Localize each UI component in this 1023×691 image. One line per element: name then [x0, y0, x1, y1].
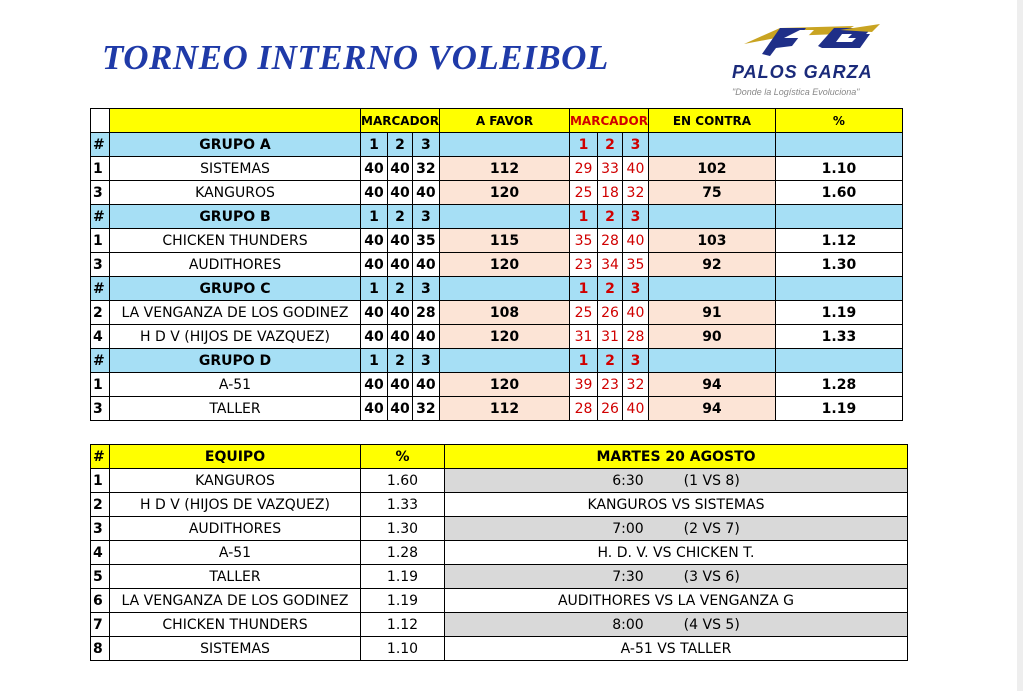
standing-team: AUDITHORES — [110, 517, 361, 541]
opp-set-score: 35 — [569, 229, 597, 253]
schedule-cell: AUDITHORES VS LA VENGANZA G — [445, 589, 908, 613]
standing-percent: 1.60 — [361, 469, 445, 493]
opp-set-number: 3 — [622, 205, 648, 229]
opp-set-number: 1 — [569, 205, 597, 229]
marcador-opp-header: MARCADOR — [569, 109, 648, 133]
set-score: 40 — [388, 373, 413, 397]
points-against: 92 — [648, 253, 775, 277]
set-score: 40 — [361, 253, 388, 277]
points-for: 108 — [439, 301, 569, 325]
set-number: 3 — [412, 133, 439, 157]
points-for: 112 — [439, 397, 569, 421]
points-against: 75 — [648, 181, 775, 205]
set-score: 40 — [388, 397, 413, 421]
standings-hash-header: # — [91, 445, 110, 469]
group-name: GRUPO D — [110, 349, 361, 373]
group-spacer — [648, 349, 775, 373]
standings-header-row — [91, 445, 908, 469]
standing-position: 7 — [91, 613, 110, 637]
set-score: 40 — [412, 181, 439, 205]
logo-name: PALOS GARZA — [732, 62, 873, 82]
opp-set-number: 3 — [622, 277, 648, 301]
set-score: 40 — [388, 301, 413, 325]
group-spacer — [439, 277, 569, 301]
group-spacer — [775, 205, 902, 229]
opp-set-score: 25 — [569, 181, 597, 205]
standing-percent: 1.19 — [361, 565, 445, 589]
opp-set-score: 32 — [622, 373, 648, 397]
standing-percent: 1.28 — [361, 541, 445, 565]
match-seeds: (3 VS 6) — [683, 568, 740, 585]
opp-set-score: 33 — [598, 157, 623, 181]
group-header-row — [91, 277, 903, 301]
standing-position: 2 — [91, 493, 110, 517]
opp-set-number: 2 — [598, 277, 623, 301]
opp-set-score: 23 — [598, 373, 623, 397]
equipo-header: EQUIPO — [110, 445, 361, 469]
standing-team: SISTEMAS — [110, 637, 361, 661]
match-seeds: (1 VS 8) — [683, 472, 740, 489]
standing-team: TALLER — [110, 565, 361, 589]
ratio-percent: 1.19 — [775, 301, 902, 325]
standing-position: 3 — [91, 517, 110, 541]
set-score: 35 — [412, 229, 439, 253]
standings-row — [91, 613, 908, 637]
points-for: 120 — [439, 253, 569, 277]
ratio-percent: 1.28 — [775, 373, 902, 397]
group-spacer — [648, 205, 775, 229]
window-edge — [1017, 0, 1023, 691]
points-for: 115 — [439, 229, 569, 253]
team-result-row — [91, 229, 903, 253]
opp-set-score: 31 — [598, 325, 623, 349]
opp-set-score: 40 — [622, 301, 648, 325]
group-spacer — [775, 277, 902, 301]
opp-set-score: 40 — [622, 229, 648, 253]
schedule-cell — [445, 517, 908, 541]
set-number: 1 — [361, 205, 388, 229]
group-name: GRUPO A — [110, 133, 361, 157]
ratio-percent: 1.10 — [775, 157, 902, 181]
standing-team: A-51 — [110, 541, 361, 565]
page-title: TORNEO INTERNO VOLEIBOL — [102, 38, 609, 77]
group-hash: # — [91, 133, 110, 157]
set-number: 2 — [388, 277, 413, 301]
opp-set-score: 40 — [622, 397, 648, 421]
set-number: 2 — [388, 133, 413, 157]
match-seeds: (2 VS 7) — [683, 520, 740, 537]
set-score: 40 — [412, 325, 439, 349]
opp-set-score: 35 — [622, 253, 648, 277]
standing-percent: 1.19 — [361, 589, 445, 613]
opp-set-score: 28 — [569, 397, 597, 421]
team-name: KANGUROS — [110, 181, 361, 205]
opp-set-number: 1 — [569, 133, 597, 157]
a-favor-header: A FAVOR — [439, 109, 569, 133]
standing-percent: 1.33 — [361, 493, 445, 517]
team-name: LA VENGANZA DE LOS GODINEZ — [110, 301, 361, 325]
group-hash: # — [91, 349, 110, 373]
group-name: GRUPO B — [110, 205, 361, 229]
set-number: 1 — [361, 277, 388, 301]
opp-set-score: 26 — [598, 301, 623, 325]
team-result-row — [91, 325, 903, 349]
standing-percent: 1.10 — [361, 637, 445, 661]
group-hash: # — [91, 205, 110, 229]
set-score: 40 — [388, 253, 413, 277]
standings-row — [91, 589, 908, 613]
standings-row — [91, 493, 908, 517]
opp-set-score: 40 — [622, 157, 648, 181]
opp-set-number: 1 — [569, 277, 597, 301]
standings-row — [91, 565, 908, 589]
standing-position: 5 — [91, 565, 110, 589]
match-time: 8:00 — [612, 616, 644, 633]
opp-set-score: 23 — [569, 253, 597, 277]
opp-set-score: 18 — [598, 181, 623, 205]
group-header-row — [91, 349, 903, 373]
group-header-row — [91, 205, 903, 229]
team-name: TALLER — [110, 397, 361, 421]
points-for: 120 — [439, 181, 569, 205]
team-name: H D V (HIJOS DE VAZQUEZ) — [110, 325, 361, 349]
opp-set-score: 32 — [622, 181, 648, 205]
set-score: 40 — [361, 325, 388, 349]
group-spacer — [775, 133, 902, 157]
team-position: 3 — [91, 253, 110, 277]
pg-logo-icon — [722, 18, 902, 64]
set-number: 1 — [361, 349, 388, 373]
opp-set-score: 39 — [569, 373, 597, 397]
standing-team: KANGUROS — [110, 469, 361, 493]
set-score: 40 — [388, 181, 413, 205]
opp-set-score: 25 — [569, 301, 597, 325]
set-number: 2 — [388, 205, 413, 229]
marcador-header: MARCADOR — [361, 109, 440, 133]
standings-table — [90, 444, 908, 661]
set-number: 3 — [412, 349, 439, 373]
schedule-cell — [445, 613, 908, 637]
set-score: 40 — [361, 157, 388, 181]
opp-set-number: 3 — [622, 133, 648, 157]
en-contra-header: EN CONTRA — [648, 109, 775, 133]
group-hash: # — [91, 277, 110, 301]
standing-team: LA VENGANZA DE LOS GODINEZ — [110, 589, 361, 613]
set-score: 40 — [361, 181, 388, 205]
standing-percent: 1.30 — [361, 517, 445, 541]
set-number: 3 — [412, 205, 439, 229]
opp-set-number: 3 — [622, 349, 648, 373]
group-header-row — [91, 133, 903, 157]
group-spacer — [439, 133, 569, 157]
team-name: SISTEMAS — [110, 157, 361, 181]
points-for: 112 — [439, 157, 569, 181]
set-number: 2 — [388, 349, 413, 373]
set-score: 40 — [412, 373, 439, 397]
match-seeds: (4 VS 5) — [683, 616, 740, 633]
set-score: 40 — [361, 301, 388, 325]
set-number: 1 — [361, 133, 388, 157]
team-name: AUDITHORES — [110, 253, 361, 277]
team-result-row — [91, 397, 903, 421]
points-for: 120 — [439, 325, 569, 349]
opp-set-score: 29 — [569, 157, 597, 181]
group-spacer — [648, 277, 775, 301]
schedule-header: MARTES 20 AGOSTO — [445, 445, 908, 469]
team-position: 3 — [91, 397, 110, 421]
opp-set-number: 1 — [569, 349, 597, 373]
set-score: 40 — [361, 229, 388, 253]
set-score: 40 — [412, 253, 439, 277]
standings-row — [91, 541, 908, 565]
standing-team: H D V (HIJOS DE VAZQUEZ) — [110, 493, 361, 517]
schedule-cell: A-51 VS TALLER — [445, 637, 908, 661]
ratio-percent: 1.30 — [775, 253, 902, 277]
schedule-cell — [445, 565, 908, 589]
points-against: 90 — [648, 325, 775, 349]
schedule-cell — [445, 469, 908, 493]
set-score: 28 — [412, 301, 439, 325]
set-score: 40 — [361, 397, 388, 421]
opp-set-score: 31 — [569, 325, 597, 349]
team-position: 1 — [91, 229, 110, 253]
points-against: 94 — [648, 373, 775, 397]
points-against: 103 — [648, 229, 775, 253]
standings-row — [91, 517, 908, 541]
team-result-row — [91, 301, 903, 325]
team-name: CHICKEN THUNDERS — [110, 229, 361, 253]
ratio-percent: 1.33 — [775, 325, 902, 349]
team-result-row — [91, 181, 903, 205]
match-time: 7:30 — [612, 568, 644, 585]
match-time: 6:30 — [612, 472, 644, 489]
standing-position: 1 — [91, 469, 110, 493]
set-score: 40 — [388, 325, 413, 349]
standing-position: 6 — [91, 589, 110, 613]
points-against: 102 — [648, 157, 775, 181]
results-header-row — [91, 109, 903, 133]
set-score: 40 — [361, 373, 388, 397]
ratio-percent: 1.60 — [775, 181, 902, 205]
ratio-percent: 1.19 — [775, 397, 902, 421]
group-spacer — [439, 349, 569, 373]
standing-position: 8 — [91, 637, 110, 661]
set-score: 40 — [388, 157, 413, 181]
team-result-row — [91, 157, 903, 181]
points-for: 120 — [439, 373, 569, 397]
standings-pct-header: % — [361, 445, 445, 469]
match-time: 7:00 — [612, 520, 644, 537]
team-position: 2 — [91, 301, 110, 325]
group-results-table — [90, 108, 903, 421]
team-position: 4 — [91, 325, 110, 349]
opp-set-number: 2 — [598, 349, 623, 373]
opp-set-score: 28 — [622, 325, 648, 349]
team-result-row — [91, 373, 903, 397]
team-position: 1 — [91, 373, 110, 397]
set-score: 40 — [388, 229, 413, 253]
group-spacer — [439, 205, 569, 229]
ratio-percent: 1.12 — [775, 229, 902, 253]
team-position: 3 — [91, 181, 110, 205]
schedule-cell: KANGUROS VS SISTEMAS — [445, 493, 908, 517]
opp-set-number: 2 — [598, 133, 623, 157]
opp-set-score: 26 — [598, 397, 623, 421]
schedule-cell: H. D. V. VS CHICKEN T. — [445, 541, 908, 565]
standing-team: CHICKEN THUNDERS — [110, 613, 361, 637]
standings-row — [91, 637, 908, 661]
pct-header: % — [775, 109, 902, 133]
company-logo — [722, 18, 902, 102]
standings-row — [91, 469, 908, 493]
opp-set-score: 34 — [598, 253, 623, 277]
logo-tagline: "Donde la Logística Evoluciona" — [732, 87, 860, 97]
opp-set-number: 2 — [598, 205, 623, 229]
points-against: 94 — [648, 397, 775, 421]
group-spacer — [648, 133, 775, 157]
points-against: 91 — [648, 301, 775, 325]
team-result-row — [91, 253, 903, 277]
set-score: 32 — [412, 157, 439, 181]
team-position: 1 — [91, 157, 110, 181]
team-name: A-51 — [110, 373, 361, 397]
opp-set-score: 28 — [598, 229, 623, 253]
standing-position: 4 — [91, 541, 110, 565]
group-spacer — [775, 349, 902, 373]
standing-percent: 1.12 — [361, 613, 445, 637]
group-name: GRUPO C — [110, 277, 361, 301]
set-number: 3 — [412, 277, 439, 301]
set-score: 32 — [412, 397, 439, 421]
